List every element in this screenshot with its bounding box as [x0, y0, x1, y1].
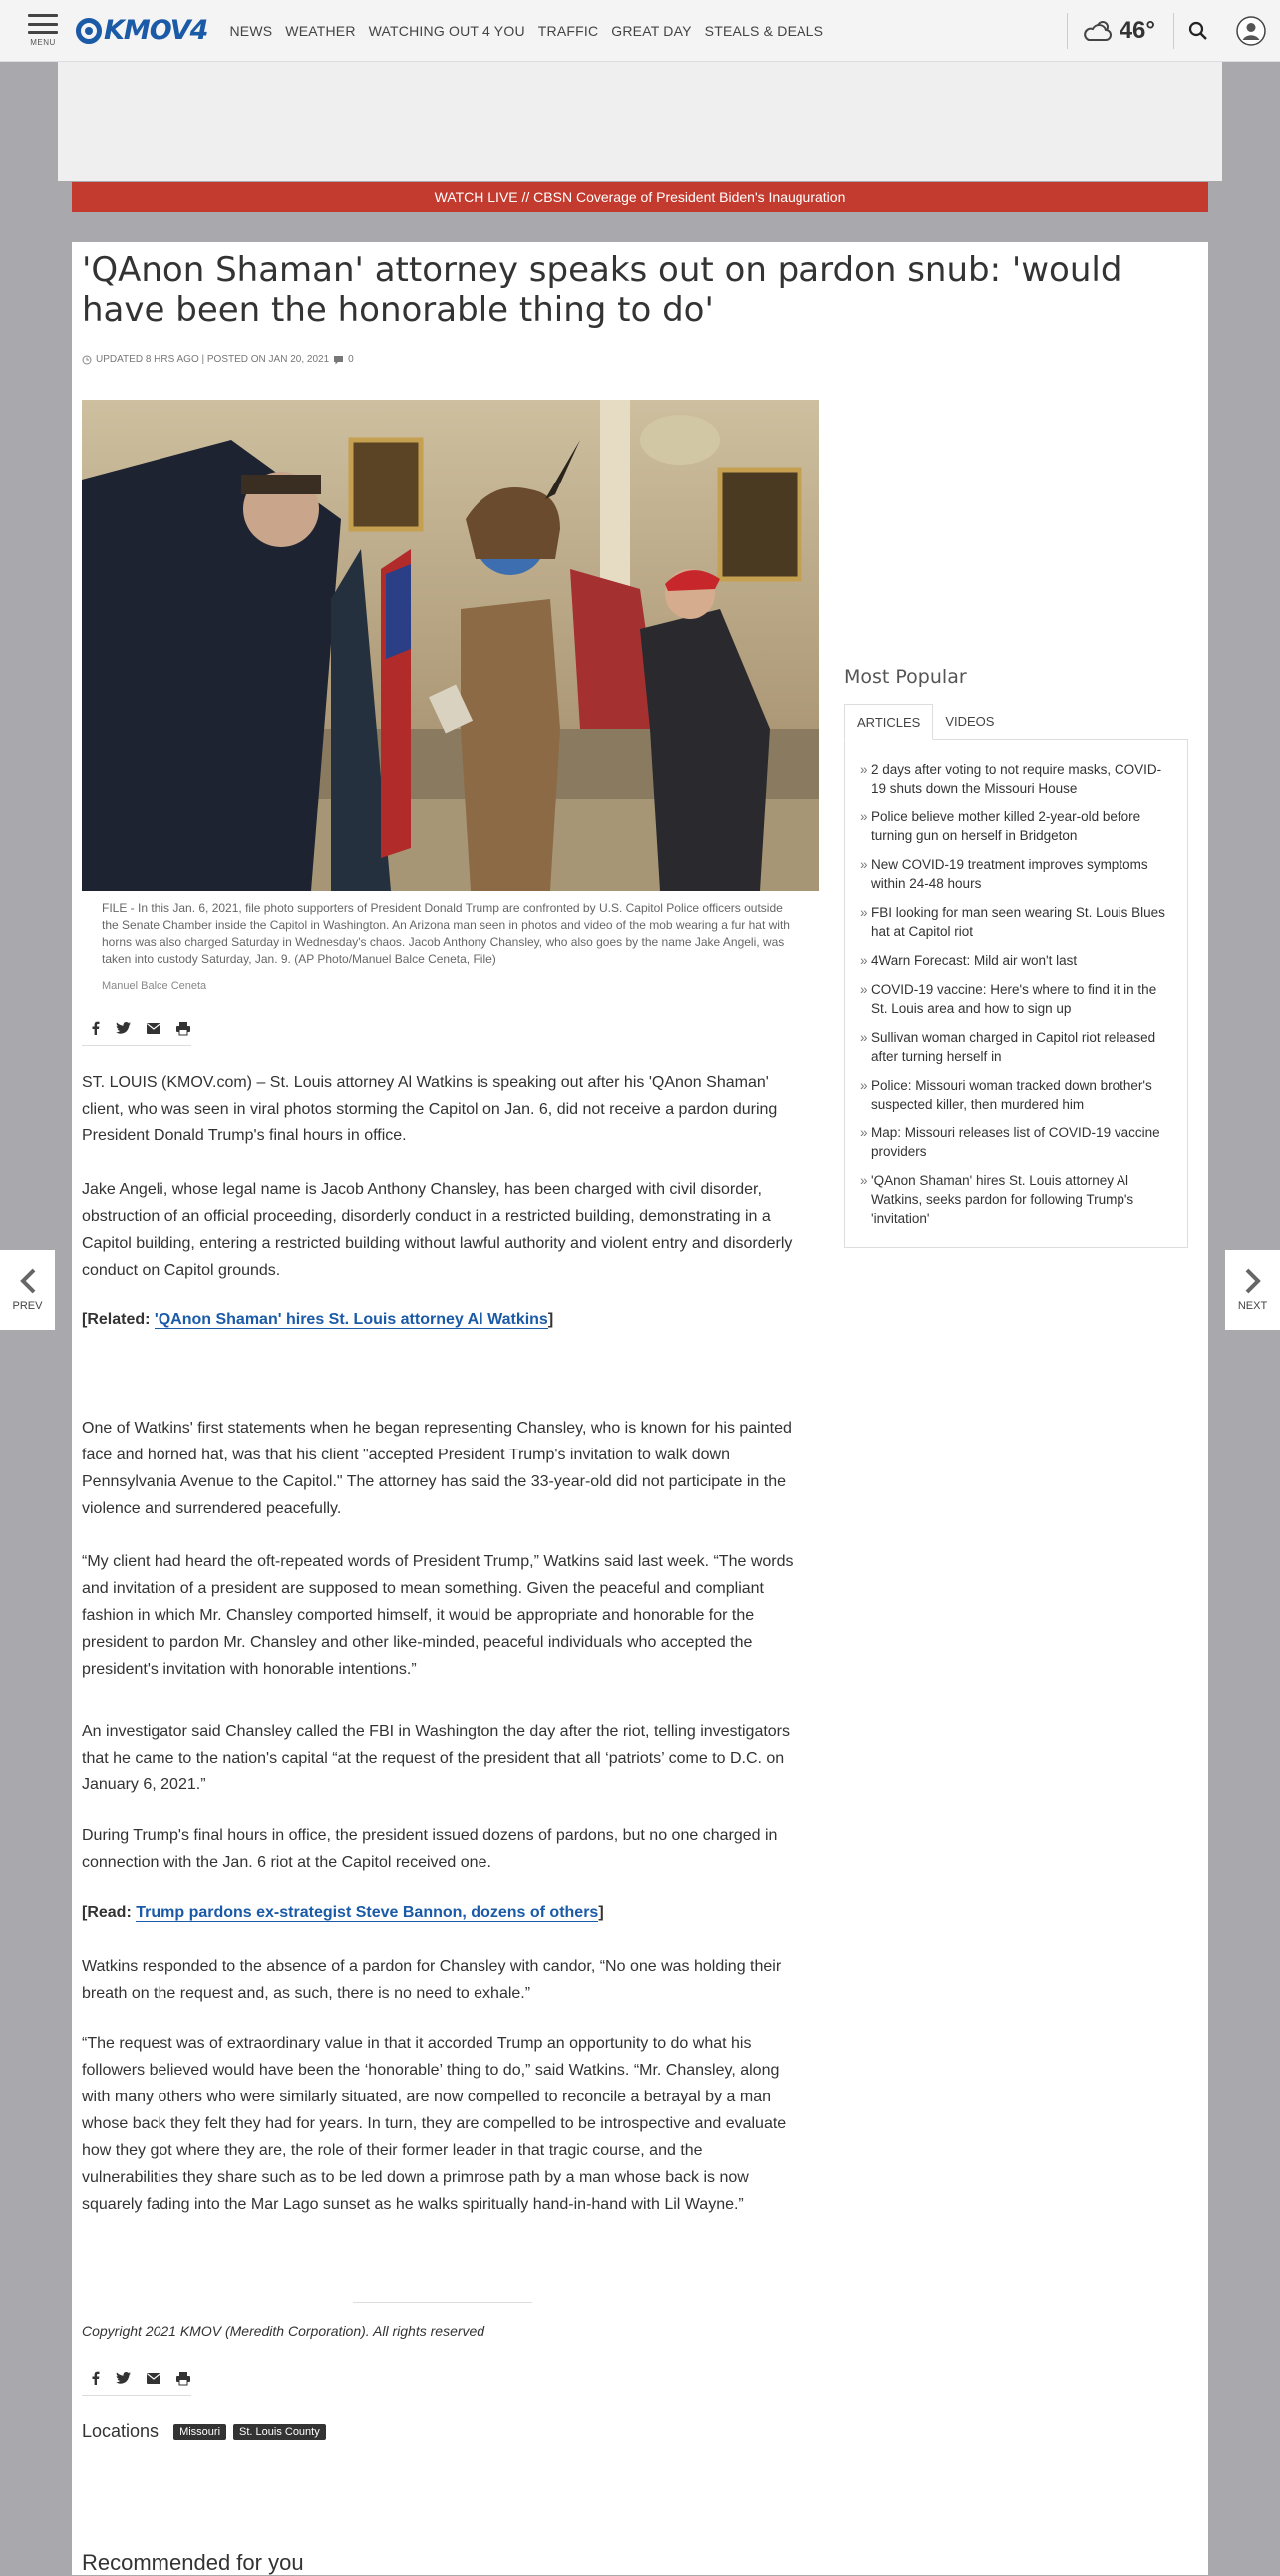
list-item[interactable]: » Police believe mother killed 2-year-old before turning gun on herself in Bridgeton [860, 807, 1175, 845]
logo-text: KMOV4 [104, 15, 208, 46]
location-tag-missouri[interactable]: Missouri [173, 2424, 226, 2440]
article-paragraph: Jake Angeli, whose legal name is Jacob Anthony Chansley, has been charged with civil disorder, obstruction of an official proceeding, disorderly conduct in a restricted building, demonstrating in a Capitol building, entering a restricted building without lawful authority and violent entry and disorderly conduct on Capitol grounds. [82, 1181, 793, 1279]
locations-label: Locations [82, 2421, 160, 2441]
search-button[interactable] [1174, 21, 1222, 41]
read-suffix: ] [598, 1904, 604, 1921]
article-paragraph: “My client had heard the oft-repeated words of President Trump,” Watkins said last week. “The words and invitation of a president are supposed to mean something. Given the peaceful and compliant fashion in which Mr. Chansley comported himself, it would be appropriate and honorable for the president to pardon Mr. Chansley and other like-minded, peaceful individuals who accepted the president's invitation with honorable intentions.” [82, 1553, 794, 1678]
email-icon[interactable] [147, 2373, 160, 2384]
article-card [72, 242, 1208, 2575]
list-item[interactable]: » Map: Missouri releases list of COVID-19 vaccine providers [860, 1124, 1175, 1161]
related-link-paragraph [82, 1306, 800, 1333]
twitter-icon[interactable] [116, 2372, 131, 2384]
photo-credit: Manuel Balce Ceneta [102, 980, 207, 992]
share-divider [82, 1045, 191, 1046]
list-item[interactable]: » COVID-19 vaccine: Here's where to find it in the St. Louis area and how to sign up [860, 980, 1175, 1018]
share-divider [82, 2395, 191, 2396]
nav-traffic[interactable]: TRAFFIC [537, 22, 599, 39]
share-bar-bottom [92, 2371, 190, 2385]
article-dates: UPDATED 8 HRS AGO | POSTED ON JAN 20, 2021 [96, 354, 330, 365]
weather-widget[interactable] [1068, 17, 1173, 45]
chevron-left-icon [19, 1268, 37, 1294]
most-popular-list [860, 760, 1175, 1228]
read-prefix: [Read: [82, 1904, 137, 1921]
nav-great-day[interactable]: GREAT DAY [611, 22, 692, 39]
facebook-icon[interactable] [92, 1021, 100, 1035]
capitol-riot-photo [82, 400, 819, 891]
ad-slot-top [58, 62, 1222, 181]
locations [82, 2421, 326, 2442]
article-end-divider [353, 2302, 532, 2303]
read-article-link[interactable]: Trump pardons ex-strategist Steve Bannon, dozens of others [136, 1904, 599, 1921]
cloud-sun-icon [1082, 18, 1114, 44]
list-item[interactable]: » FBI looking for man seen wearing St. Louis Blues hat at Capitol riot [860, 903, 1175, 941]
list-item[interactable]: » 2 days after voting to not require masks, COVID-19 shuts down the Missouri House [860, 760, 1175, 798]
facebook-icon[interactable] [92, 2371, 100, 2385]
most-popular-panel [844, 740, 1188, 1248]
twitter-icon[interactable] [116, 1022, 131, 1034]
list-item[interactable]: » 4Warn Forecast: Mild air won't last [860, 951, 1175, 970]
site-logo[interactable] [76, 15, 207, 46]
recommended-heading: Recommended for you [82, 2550, 304, 2575]
user-icon [1235, 15, 1267, 47]
article-headline: 'QAnon Shaman' attorney speaks out on pardon snub: 'would have been the honorable thing to do' [82, 250, 1122, 330]
comment-icon[interactable] [333, 355, 344, 365]
print-icon[interactable] [176, 1022, 190, 1035]
hamburger-icon [28, 14, 58, 34]
nav-weather[interactable]: WEATHER [285, 22, 356, 39]
menu-button[interactable] [0, 0, 72, 62]
list-item[interactable]: » Police: Missouri woman tracked down brother's suspected killer, then murdered him [860, 1076, 1175, 1114]
nav-news[interactable]: NEWS [229, 22, 273, 39]
related-article-link[interactable]: 'QAnon Shaman' hires St. Louis attorney Al Watkins [154, 1311, 548, 1328]
most-popular-title: Most Popular [844, 666, 967, 688]
prev-button[interactable] [0, 1250, 55, 1330]
watch-live-banner[interactable]: WATCH LIVE // CBSN Coverage of President Biden's Inauguration [72, 182, 1208, 212]
article-meta [82, 354, 354, 365]
comment-count[interactable]: 0 [348, 354, 354, 365]
email-icon[interactable] [147, 1023, 160, 1034]
read-link-paragraph [82, 1899, 800, 1926]
menu-label: MENU [30, 38, 56, 47]
tab-articles[interactable]: ARTICLES [844, 704, 933, 740]
clock-icon [82, 355, 92, 365]
next-button[interactable] [1225, 1250, 1280, 1330]
temperature: 46° [1119, 17, 1155, 44]
related-prefix: [Related: [82, 1311, 155, 1328]
site-header [0, 0, 1280, 62]
copyright: Copyright 2021 KMOV (Meredith Corporation). All rights reserved [82, 2323, 485, 2339]
most-popular-tabs [844, 704, 1188, 740]
print-icon[interactable] [176, 2372, 190, 2385]
list-item[interactable]: » New COVID-19 treatment improves symptoms within 24-48 hours [860, 855, 1175, 893]
article-paragraph: One of Watkins' first statements when he began representing Chansley, who is known for his painted face and horned hat, was that his client "accepted President Trump's invitation to walk down Pennsylvania Avenue to the Capitol." The attorney has said the 33-year-old did not participate in the violence and surrendered peacefully. [82, 1420, 792, 1517]
chevron-right-icon [1244, 1268, 1262, 1294]
related-suffix: ] [547, 1311, 554, 1328]
share-bar-top [92, 1021, 190, 1035]
article-paragraph: During Trump's final hours in office, the president issued dozens of pardons, but no one charged in connection with the Jan. 6 riot at the Capitol received one. [82, 1827, 778, 1871]
article-paragraph: “The request was of extraordinary value in that it accorded Trump an opportunity to do what his followers believed would have been the ‘honorable’ thing to do,” said Watkins. “Mr. Chansley, along with many others who were similarly situated, are now compelled to reconcile a betrayal by a man whose back they felt they had for years. In turn, they are compelled to be introspective and evaluate how they got where they are, the role of their former leader in that tragic course, and the vulnerabilities they share such as to be led down a primrose path by a man whose back is now squarely fading into the Mar Lago sunset as he walks spiritually hand-in-hand with Lil Wayne.” [82, 2035, 787, 2213]
search-icon [1188, 21, 1208, 41]
photo-caption: FILE - In this Jan. 6, 2021, file photo supporters of President Donald Trump are confronted by U.S. Capitol Police officers outside the Senate Chamber inside the Capitol in Washington. An Arizona man seen in photos and video of the mob wearing a fur hat with horns was also charged Saturday in Wednesday's chaos. Jacob Anthony Chansley, who also goes by the name Jake Angeli, was taken into custody Saturday, Jan. 9. (AP Photo/Manuel Balce Ceneta, File) [102, 901, 790, 966]
account-button[interactable] [1222, 15, 1280, 47]
prev-label: PREV [12, 1300, 43, 1312]
nav-steals-deals[interactable]: STEALS & DEALS [704, 22, 824, 39]
nav-watching-out-4-you[interactable]: WATCHING OUT 4 YOU [368, 22, 525, 39]
article-paragraph: An investigator said Chansley called the FBI in Washington the day after the riot, telling investigators that he came to the nation's capital “at the request of the president that all ‘patriots’ come to D.C. on January 6, 2021.” [82, 1723, 791, 1793]
article-paragraph: Watkins responded to the absence of a pardon for Chansley with candor, “No one was holding their breath on the request and, as such, there is no need to exhale.” [82, 1958, 782, 2002]
list-item[interactable]: » 'QAnon Shaman' hires St. Louis attorney Al Watkins, seeks pardon for following Trump's 'invitation' [860, 1171, 1175, 1228]
list-item[interactable]: » Sullivan woman charged in Capitol riot released after turning herself in [860, 1028, 1175, 1066]
tab-videos[interactable]: VIDEOS [945, 714, 995, 729]
lead-photo[interactable] [82, 400, 819, 891]
main-nav [229, 23, 823, 39]
cbs-eye-icon [76, 18, 102, 44]
next-label: NEXT [1237, 1300, 1268, 1312]
article-paragraph: ST. LOUIS (KMOV.com) – St. Louis attorney Al Watkins is speaking out after his 'QAnon Shaman' client, who was seen in viral photos storming the Capitol on Jan. 6, did not receive a pardon during President Donald Trump's final hours in office. [82, 1074, 778, 1144]
location-tag-st-louis-county[interactable]: St. Louis County [233, 2424, 326, 2440]
